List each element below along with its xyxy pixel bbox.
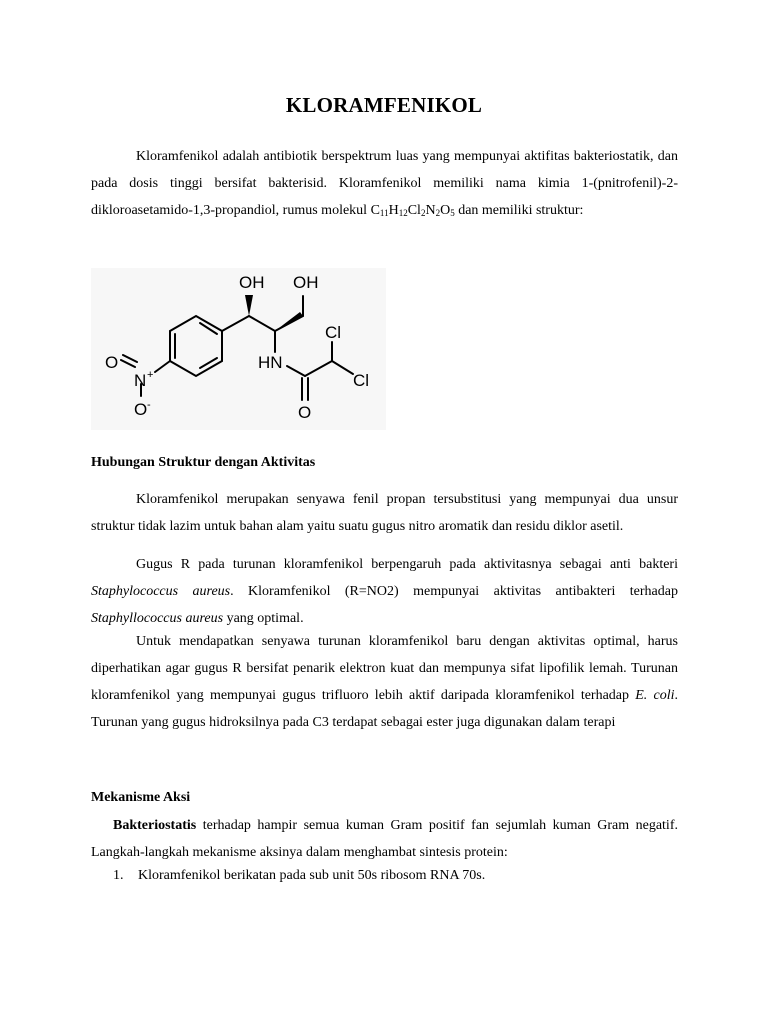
section-heading-structure-activity: Hubungan Struktur dengan Aktivitas	[91, 455, 316, 470]
p2-text-b: . Kloramfenikol (R=NO2) mempunyai aktivitas antibakteri terhadap	[230, 584, 678, 599]
chlorine-top: Cl	[325, 323, 342, 342]
p3-species: E. coli	[635, 688, 675, 703]
structure-paragraph-3	[91, 628, 678, 736]
mechanism-bold-term: Bakteriostatis	[113, 818, 197, 833]
p2-species-2: Staphyllococcus aureus	[91, 611, 224, 626]
molecular-formula	[371, 203, 455, 218]
oh-group-left: OH	[239, 273, 265, 292]
chlorine-bottom: Cl	[353, 371, 370, 390]
structure-paragraph-2	[91, 551, 678, 632]
mechanism-paragraph	[91, 812, 678, 866]
formula-c-count: 11	[379, 208, 389, 218]
formula-h-count: 12	[398, 208, 408, 218]
list-item-number: 1.	[113, 868, 124, 883]
document-title: KLORAMFENIKOL	[285, 93, 483, 117]
formula-h: H	[388, 203, 399, 218]
intro-text: Kloramfenikol adalah antibiotik berspektrum luas yang mempunyai aktifitas bakteriostatik, dan pada dosis tinggi bersifat bakterisid. Kloramfenikol memiliki nama kimia 1-(pnitrofenil)-2-dikloroasetamido-1,3-propandiol, rumus molekul	[91, 149, 678, 218]
p3-text-a: Untuk mendapatkan senyawa turunan kloramfenikol baru dengan aktivitas optimal, harus diperhatikan agar gugus R bersifat penarik elektron kuat dan mempunya sifat lipofilik lemah. Turunan kloramfenikol yang mempunyai gugus trifluoro lebih aktif daripada kloramfenikol terhadap	[91, 634, 678, 703]
nitro-nitrogen: N	[134, 371, 147, 390]
mechanism-text: terhadap hampir semua kuman Gram positif fan sejumlah kuman Gram negatif. Langkah-langkah mekanisme aksinya dalam menghambat sintesis protein:	[91, 818, 678, 860]
oh-group-right: OH	[293, 273, 319, 292]
formula-c: C	[370, 203, 380, 218]
nitro-oxygen-charge: -	[147, 399, 151, 411]
section-heading-mechanism: Mekanisme Aksi	[91, 790, 191, 805]
chloramphenicol-structure-diagram	[91, 268, 386, 430]
formula-o-count: 5	[450, 208, 455, 218]
nitro-oxygen-top: O	[105, 353, 119, 372]
formula-o: O	[440, 203, 451, 218]
intro-text-end: dan memiliki struktur:	[454, 203, 584, 218]
formula-cl-count: 2	[420, 208, 426, 218]
list-item-text: Kloramfenikol berikatan pada sub unit 50s ribosom RNA 70s.	[138, 868, 486, 883]
structure-paragraph-1: Kloramfenikol merupakan senyawa fenil propan tersubstitusi yang mempunyai dua unsur struktur tidak lazim untuk bahan alam yaitu suatu gugus nitro aromatik dan residu diklor asetil.	[91, 492, 678, 534]
nitro-oxygen-bottom: O	[134, 400, 148, 419]
p2-text-c: yang optimal.	[223, 611, 304, 626]
carbonyl-oxygen: O	[298, 403, 312, 422]
amide-nh: HN	[258, 353, 283, 372]
formula-cl: Cl	[407, 203, 421, 218]
chemical-structure	[91, 268, 386, 430]
formula-n: N	[425, 203, 436, 218]
list-item	[113, 868, 485, 884]
p3-text-b: . Turunan yang gugus hidroksilnya pada C3 terdapat sebagai ester juga digunakan dalam terapi	[91, 688, 678, 730]
intro-paragraph	[91, 143, 678, 224]
p2-text-a: Gugus R pada turunan kloramfenikol berpengaruh pada aktivitasnya sebagai anti bakteri	[136, 557, 678, 572]
nitro-nitrogen-charge: +	[147, 369, 154, 381]
formula-n-count: 2	[435, 208, 441, 218]
p2-species-1: Staphylococcus aureus	[91, 584, 231, 599]
